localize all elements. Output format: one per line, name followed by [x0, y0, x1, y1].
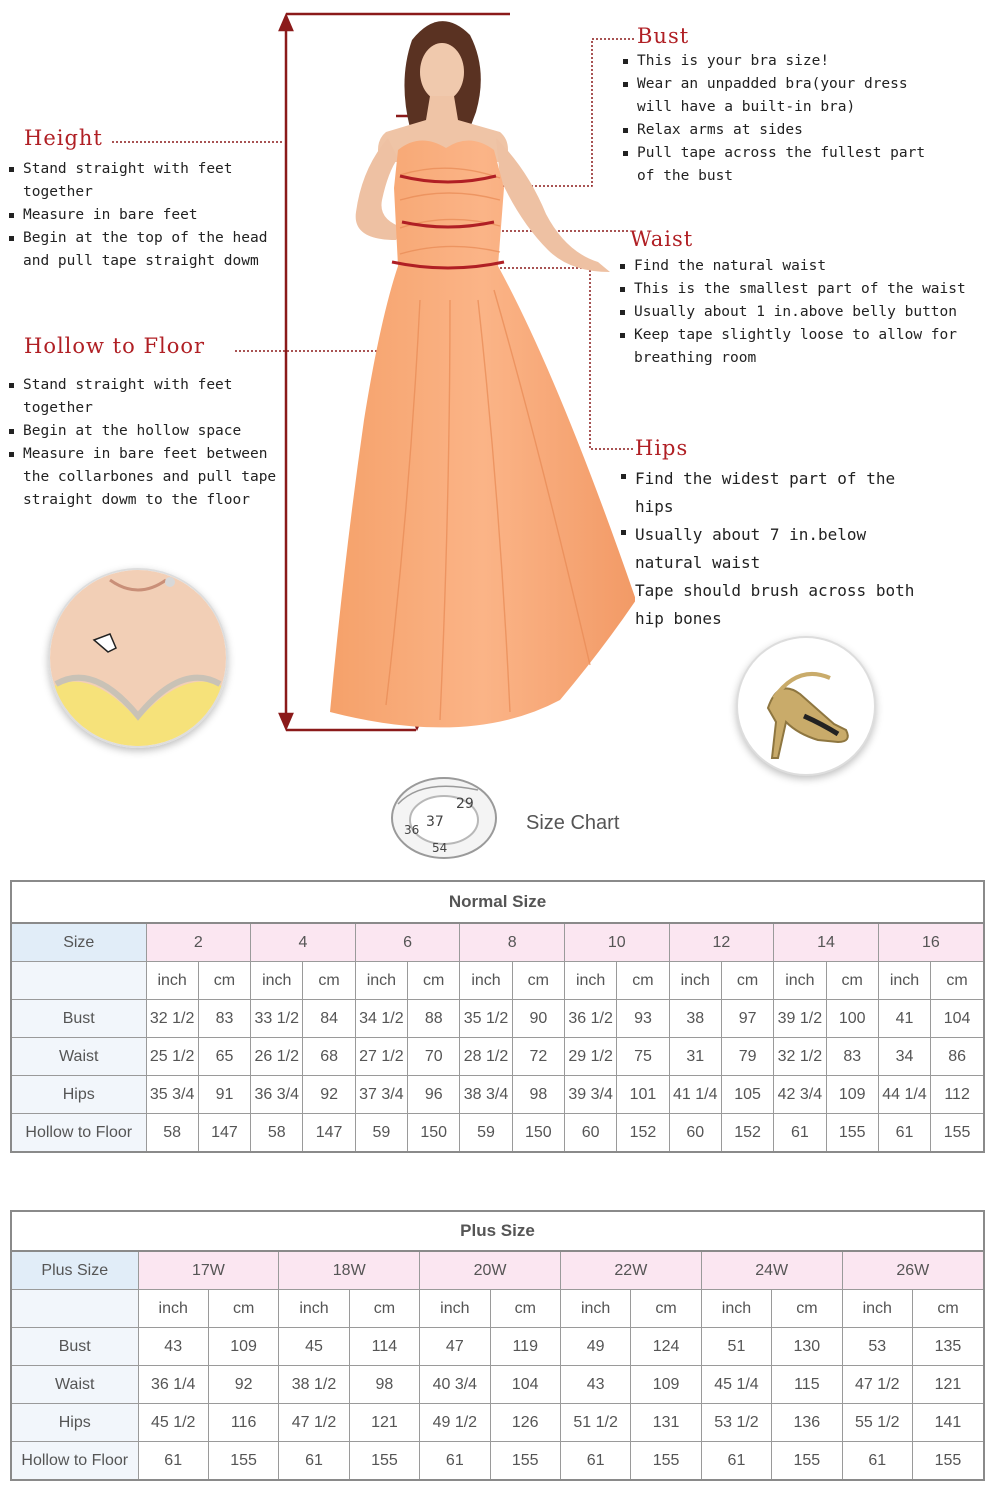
table-cell: 126: [490, 1404, 560, 1442]
list-item: Stand straight with feet together: [9, 374, 284, 420]
size-header: 8: [460, 924, 565, 962]
list-item: Measure in bare feet between the collarbones and pull tape straight dowm to the floor: [9, 443, 284, 512]
size-header: 16: [878, 924, 983, 962]
table-cell: 39 3/4: [565, 1076, 617, 1114]
tape-measure-icon: [382, 764, 506, 868]
table-cell: 112: [931, 1076, 983, 1114]
table-cell: 35 1/2: [460, 1000, 512, 1038]
table-cell: 136: [772, 1404, 842, 1442]
unit-cm: cm: [826, 962, 878, 1000]
measurement-label: Hips: [12, 1076, 146, 1114]
table-cell: 61: [420, 1442, 490, 1480]
table-cell: 61: [774, 1114, 826, 1152]
tape-number: 37: [426, 814, 444, 830]
table-cell: 121: [912, 1366, 983, 1404]
list-item: Stand straight with feet together: [9, 158, 284, 204]
hollow-title: Hollow to Floor: [24, 334, 206, 358]
unit-inch: inch: [460, 962, 512, 1000]
table-cell: 93: [617, 1000, 669, 1038]
table-cell: 38 3/4: [460, 1076, 512, 1114]
table-cell: 101: [617, 1076, 669, 1114]
table-cell: 155: [931, 1114, 983, 1152]
unit-inch: inch: [138, 1290, 208, 1328]
table-cell: 26 1/2: [251, 1038, 303, 1076]
table-cell: 45: [279, 1328, 349, 1366]
table-cell: 155: [490, 1442, 560, 1480]
table-cell: 51: [701, 1328, 771, 1366]
table-row: [12, 1404, 983, 1442]
table-cell: 43: [560, 1366, 630, 1404]
table-cell: 38 1/2: [279, 1366, 349, 1404]
unit-cm: cm: [931, 962, 983, 1000]
table-cell: 47 1/2: [279, 1404, 349, 1442]
table-row: [12, 1442, 983, 1480]
unit-cm: cm: [408, 962, 460, 1000]
unit-cm: cm: [349, 1290, 419, 1328]
table-cell: 40 3/4: [420, 1366, 490, 1404]
list-item: Pull tape across the fullest part of the bust: [623, 142, 943, 188]
table-cell: 35 3/4: [146, 1076, 198, 1114]
table-cell: 121: [349, 1404, 419, 1442]
unit-inch: inch: [560, 1290, 630, 1328]
table-cell: 61: [560, 1442, 630, 1480]
table-cell: 41 1/4: [669, 1076, 721, 1114]
table-cell: 150: [512, 1114, 564, 1152]
size-header: 4: [251, 924, 356, 962]
table-cell: 84: [303, 1000, 355, 1038]
table-cell: 61: [701, 1442, 771, 1480]
table-cell: 28 1/2: [460, 1038, 512, 1076]
unit-inch: inch: [701, 1290, 771, 1328]
table-cell: 45 1/4: [701, 1366, 771, 1404]
table-cell: 31: [669, 1038, 721, 1076]
table-cell: 36 1/2: [565, 1000, 617, 1038]
table-cell: 152: [721, 1114, 773, 1152]
table-cell: 92: [303, 1076, 355, 1114]
unit-row-label: [12, 1290, 138, 1328]
table-cell: 130: [772, 1328, 842, 1366]
table-cell: 75: [617, 1038, 669, 1076]
table-cell: 109: [208, 1328, 278, 1366]
table-cell: 33 1/2: [251, 1000, 303, 1038]
list-item: Measure in bare feet: [9, 204, 284, 227]
list-item: Find the widest part of the hips: [621, 465, 941, 521]
list-item: This is your bra size!: [623, 50, 943, 73]
unit-row: [12, 1290, 983, 1328]
list-item: Relax arms at sides: [623, 119, 943, 142]
table-cell: 53: [842, 1328, 912, 1366]
table-cell: 58: [251, 1114, 303, 1152]
table-cell: 91: [198, 1076, 250, 1114]
table-cell: 60: [565, 1114, 617, 1152]
table-cell: 65: [198, 1038, 250, 1076]
measurement-label: Hollow to Floor: [12, 1442, 138, 1480]
table-cell: 155: [631, 1442, 701, 1480]
table-cell: 36 3/4: [251, 1076, 303, 1114]
table-header-row: [12, 1252, 983, 1290]
measurement-label: Bust: [12, 1328, 138, 1366]
table-cell: 115: [772, 1366, 842, 1404]
unit-cm: cm: [208, 1290, 278, 1328]
size-column-header: Size: [12, 924, 146, 962]
table-cell: 98: [512, 1076, 564, 1114]
table-header-row: [12, 924, 983, 962]
table-cell: 79: [721, 1038, 773, 1076]
height-title: Height: [24, 126, 103, 150]
tape-number: 29: [456, 796, 474, 812]
table-row: [12, 1000, 983, 1038]
table-cell: 53 1/2: [701, 1404, 771, 1442]
table-cell: 47 1/2: [842, 1366, 912, 1404]
list-item: This is the smallest part of the waist: [620, 278, 990, 301]
hips-title: Hips: [635, 436, 689, 460]
measurement-label: Hollow to Floor: [12, 1114, 146, 1152]
table-cell: 100: [826, 1000, 878, 1038]
table-cell: 41: [878, 1000, 930, 1038]
unit-row-label: [12, 962, 146, 1000]
table-cell: 104: [931, 1000, 983, 1038]
size-header: 22W: [560, 1252, 701, 1290]
unit-row: [12, 962, 983, 1000]
table-cell: 49: [560, 1328, 630, 1366]
table-cell: 141: [912, 1404, 983, 1442]
unit-inch: inch: [669, 962, 721, 1000]
table-cell: 83: [198, 1000, 250, 1038]
table-cell: 147: [198, 1114, 250, 1152]
unit-cm: cm: [912, 1290, 983, 1328]
table-cell: 124: [631, 1328, 701, 1366]
table-cell: 135: [912, 1328, 983, 1366]
table-cell: 47: [420, 1328, 490, 1366]
unit-cm: cm: [198, 962, 250, 1000]
table-cell: 109: [631, 1366, 701, 1404]
size-header: 24W: [701, 1252, 842, 1290]
normal-size-title: Normal Size: [12, 882, 983, 924]
table-cell: 37 3/4: [355, 1076, 407, 1114]
unit-inch: inch: [878, 962, 930, 1000]
table-cell: 25 1/2: [146, 1038, 198, 1076]
table-cell: 61: [878, 1114, 930, 1152]
list-item: Begin at the hollow space: [9, 420, 284, 443]
table-cell: 88: [408, 1000, 460, 1038]
table-row: [12, 1038, 983, 1076]
measurement-label: Waist: [12, 1366, 138, 1404]
shoe-closeup: [736, 636, 876, 776]
unit-inch: inch: [355, 962, 407, 1000]
table-cell: 155: [772, 1442, 842, 1480]
table-cell: 43: [138, 1328, 208, 1366]
table-cell: 32 1/2: [774, 1038, 826, 1076]
list-item: Keep tape slightly loose to allow for breathing room: [620, 324, 990, 370]
table-cell: 44 1/4: [878, 1076, 930, 1114]
table-row: [12, 1114, 983, 1152]
table-cell: 42 3/4: [774, 1076, 826, 1114]
table-row: [12, 1328, 983, 1366]
unit-cm: cm: [721, 962, 773, 1000]
table-cell: 155: [349, 1442, 419, 1480]
table-cell: 34 1/2: [355, 1000, 407, 1038]
unit-cm: cm: [303, 962, 355, 1000]
table-row: [12, 1076, 983, 1114]
table-cell: 96: [408, 1076, 460, 1114]
table-cell: 155: [826, 1114, 878, 1152]
table-cell: 61: [842, 1442, 912, 1480]
table-cell: 61: [138, 1442, 208, 1480]
neckline-closeup: [48, 568, 228, 748]
table-cell: 32 1/2: [146, 1000, 198, 1038]
table-cell: 70: [408, 1038, 460, 1076]
table-cell: 27 1/2: [355, 1038, 407, 1076]
table-cell: 83: [826, 1038, 878, 1076]
normal-size-table: [10, 880, 985, 1153]
list-item: Wear an unpadded bra(your dress will have a built-in bra): [623, 73, 943, 119]
unit-inch: inch: [279, 1290, 349, 1328]
table-cell: 34: [878, 1038, 930, 1076]
tape-number: 36: [404, 823, 420, 837]
unit-inch: inch: [842, 1290, 912, 1328]
list-item: Tape should brush across both hip bones: [621, 577, 941, 633]
table-row: [12, 1366, 983, 1404]
table-cell: 104: [490, 1366, 560, 1404]
table-cell: 86: [931, 1038, 983, 1076]
measurement-label: Bust: [12, 1000, 146, 1038]
table-cell: 155: [912, 1442, 983, 1480]
table-cell: 60: [669, 1114, 721, 1152]
table-cell: 68: [303, 1038, 355, 1076]
table-cell: 116: [208, 1404, 278, 1442]
size-header: 2: [146, 924, 251, 962]
table-cell: 49 1/2: [420, 1404, 490, 1442]
table-cell: 29 1/2: [565, 1038, 617, 1076]
unit-cm: cm: [617, 962, 669, 1000]
size-chart-label: Size Chart: [526, 812, 620, 834]
size-column-header: Plus Size: [12, 1252, 138, 1290]
size-header: 6: [355, 924, 460, 962]
size-header: 10: [565, 924, 670, 962]
table-cell: 38: [669, 1000, 721, 1038]
table-cell: 58: [146, 1114, 198, 1152]
table-cell: 51 1/2: [560, 1404, 630, 1442]
list-item: Find the natural waist: [620, 255, 990, 278]
size-header: 12: [669, 924, 774, 962]
unit-inch: inch: [774, 962, 826, 1000]
size-header: 14: [774, 924, 879, 962]
table-cell: 150: [408, 1114, 460, 1152]
table-cell: 45 1/2: [138, 1404, 208, 1442]
normal-size-grid: [12, 924, 983, 1151]
table-cell: 36 1/4: [138, 1366, 208, 1404]
table-cell: 39 1/2: [774, 1000, 826, 1038]
table-cell: 119: [490, 1328, 560, 1366]
neckline-image: [50, 570, 226, 746]
size-header: 17W: [138, 1252, 279, 1290]
table-cell: 59: [355, 1114, 407, 1152]
model-illustration: [290, 10, 635, 750]
unit-inch: inch: [565, 962, 617, 1000]
list-item: Usually about 7 in.below natural waist: [621, 521, 941, 577]
measurement-label: Waist: [12, 1038, 146, 1076]
size-header: 18W: [279, 1252, 420, 1290]
unit-cm: cm: [490, 1290, 560, 1328]
table-cell: 114: [349, 1328, 419, 1366]
unit-cm: cm: [512, 962, 564, 1000]
unit-inch: inch: [251, 962, 303, 1000]
shoe-image: [738, 638, 874, 774]
waist-title: Waist: [630, 227, 694, 251]
size-header: 20W: [420, 1252, 561, 1290]
list-item: Begin at the top of the head and pull tape straight dowm: [9, 227, 284, 273]
unit-cm: cm: [772, 1290, 842, 1328]
plus-size-table: [10, 1210, 985, 1481]
table-cell: 59: [460, 1114, 512, 1152]
table-cell: 55 1/2: [842, 1404, 912, 1442]
table-cell: 97: [721, 1000, 773, 1038]
table-cell: 147: [303, 1114, 355, 1152]
table-cell: 152: [617, 1114, 669, 1152]
table-cell: 90: [512, 1000, 564, 1038]
table-cell: 105: [721, 1076, 773, 1114]
table-cell: 92: [208, 1366, 278, 1404]
list-item: Usually about 1 in.above belly button: [620, 301, 990, 324]
table-cell: 72: [512, 1038, 564, 1076]
table-cell: 98: [349, 1366, 419, 1404]
table-cell: 155: [208, 1442, 278, 1480]
table-cell: 109: [826, 1076, 878, 1114]
measurement-label: Hips: [12, 1404, 138, 1442]
unit-inch: inch: [146, 962, 198, 1000]
unit-inch: inch: [420, 1290, 490, 1328]
table-cell: 61: [279, 1442, 349, 1480]
bust-title: Bust: [637, 24, 690, 48]
table-cell: 131: [631, 1404, 701, 1442]
size-header: 26W: [842, 1252, 983, 1290]
plus-size-grid: [12, 1252, 983, 1479]
unit-cm: cm: [631, 1290, 701, 1328]
plus-size-title: Plus Size: [12, 1212, 983, 1252]
tape-number: 54: [432, 841, 448, 855]
